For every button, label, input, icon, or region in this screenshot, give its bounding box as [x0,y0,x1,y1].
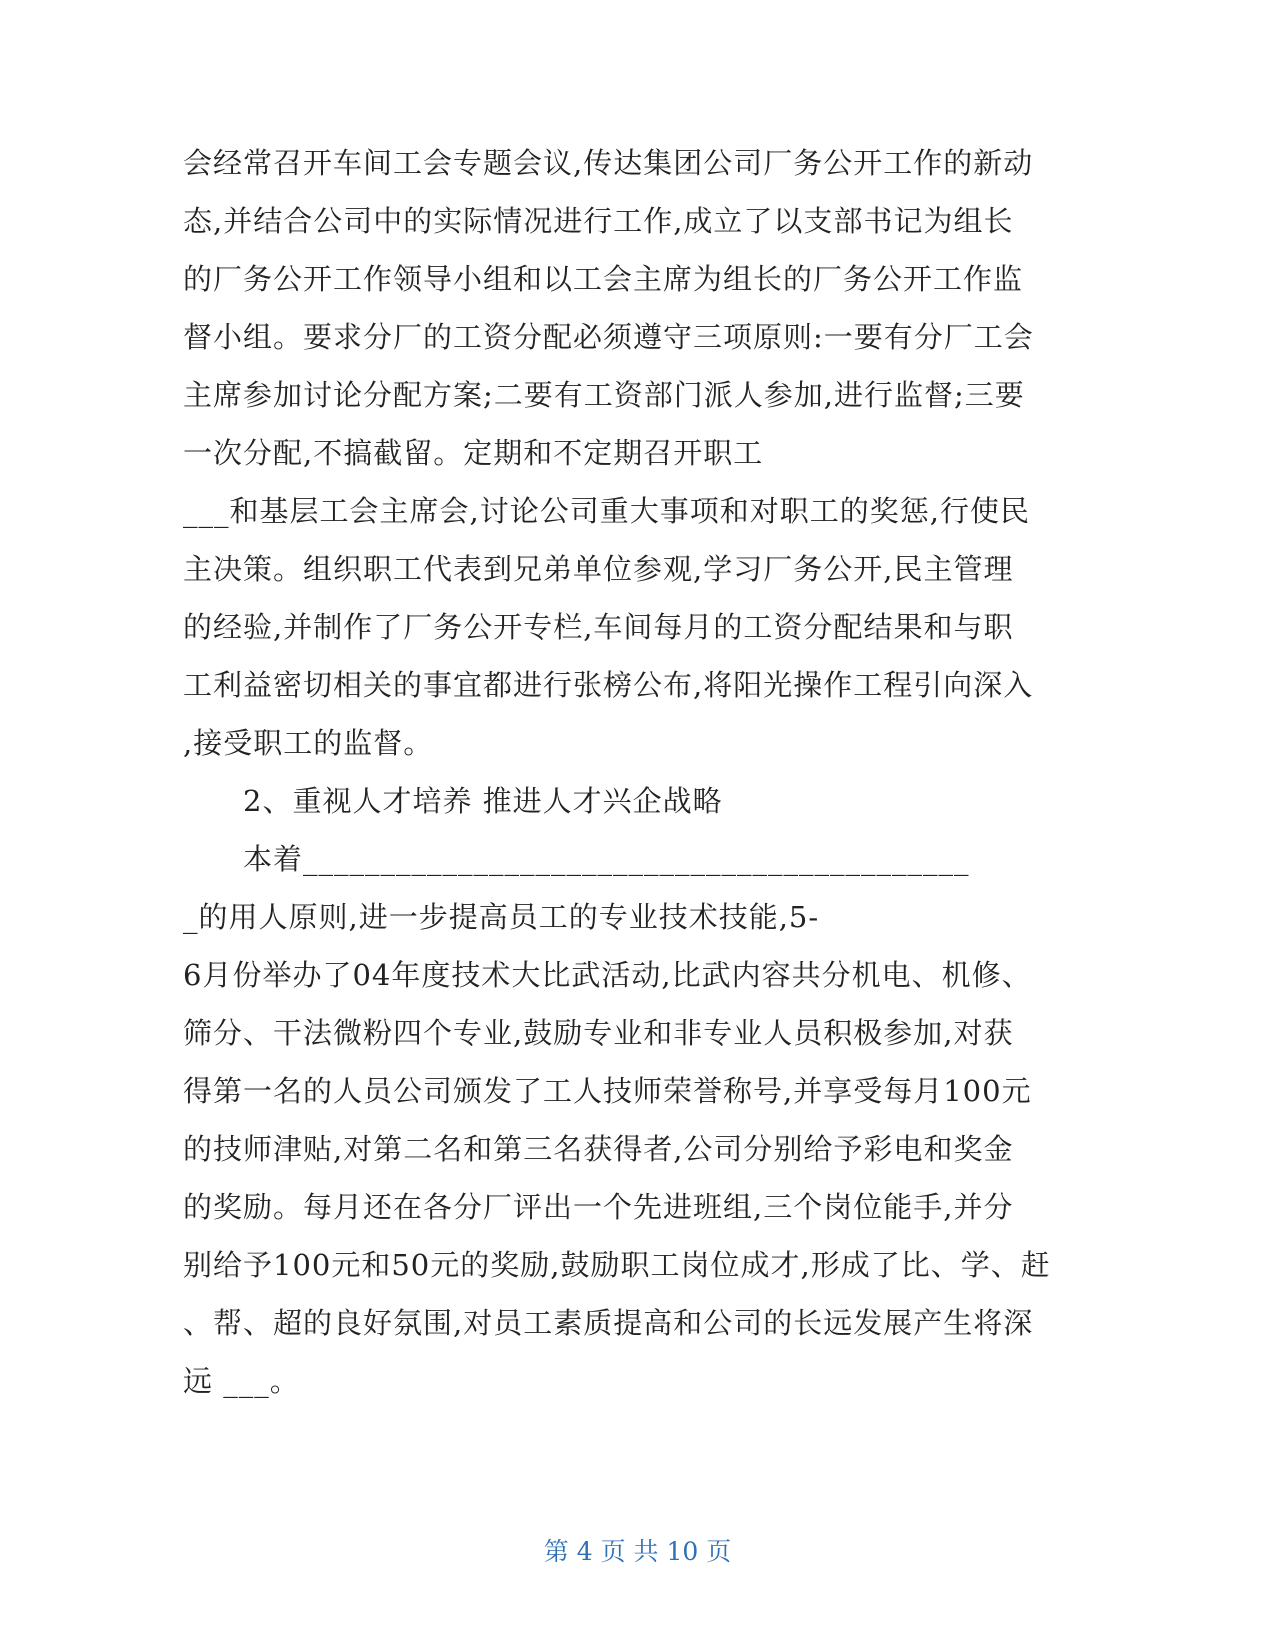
text-line: 、帮、超的良好氛围,对员工素质提高和公司的长远发展产生将深 [183,1306,1034,1340]
text-line: 的技师津贴,对第二名和第三名获得者,公司分别给予彩电和奖金 [183,1132,1014,1166]
text-line: _的用人原则,进一步提高员工的专业技术技能,5- [183,900,820,934]
text-line: 一次分配,不搞截留。定期和不定期召开职工 [183,436,764,470]
text-line: 远 ___。 [183,1364,300,1398]
text-line: ___和基层工会主席会,讨论公司重大事项和对职工的奖惩,行使民 [183,494,1030,528]
text-line: 主决策。组织职工代表到兄弟单位参观,学习厂务公开,民主管理 [183,552,1014,586]
text-line: 的奖励。每月还在各分厂评出一个先进班组,三个岗位能手,并分 [183,1190,1014,1224]
text-line: 态,并结合公司中的实际情况进行工作,成立了以支部书记为组长 [183,204,1014,238]
text-line: 得第一名的人员公司颁发了工人技师荣誉称号,并享受每月100元 [183,1074,1032,1108]
text-line: 督小组。要求分厂的工资分配必须遵守三项原则:一要有分厂工会 [183,320,1034,354]
text-line: 的经验,并制作了厂务公开专栏,车间每月的工资分配结果和与职 [183,610,1014,644]
text-line: 6月份举办了04年度技术大比武活动,比武内容共分机电、机修、 [183,958,1032,992]
text-line: 别给予100元和50元的奖励,鼓励职工岗位成才,形成了比、学、赶 [183,1248,1051,1282]
page-number-footer: 第 4 页 共 10 页 [543,1537,732,1566]
text-line: 主席参加讨论分配方案;二要有工资部门派人参加,进行监督;三要 [183,378,1025,412]
text-line: 工利益密切相关的事宜都进行张榜公布,将阳光操作工程引向深入 [183,668,1034,702]
text-line: 的厂务公开工作领导小组和以工会主席为组长的厂务公开工作监 [183,262,1024,296]
text-line: 筛分、干法微粉四个专业,鼓励专业和非专业人员积极参加,对获 [183,1016,1014,1050]
text-line: 会经常召开车间工会专题会议,传达集团公司厂务公开工作的新动 [183,146,1034,180]
section-heading: 2、重视人才培养 推进人才兴企战略 [243,784,723,818]
text-line: ,接受职工的监督。 [183,726,434,760]
text-line: 本着___________________________________________ [243,842,970,876]
